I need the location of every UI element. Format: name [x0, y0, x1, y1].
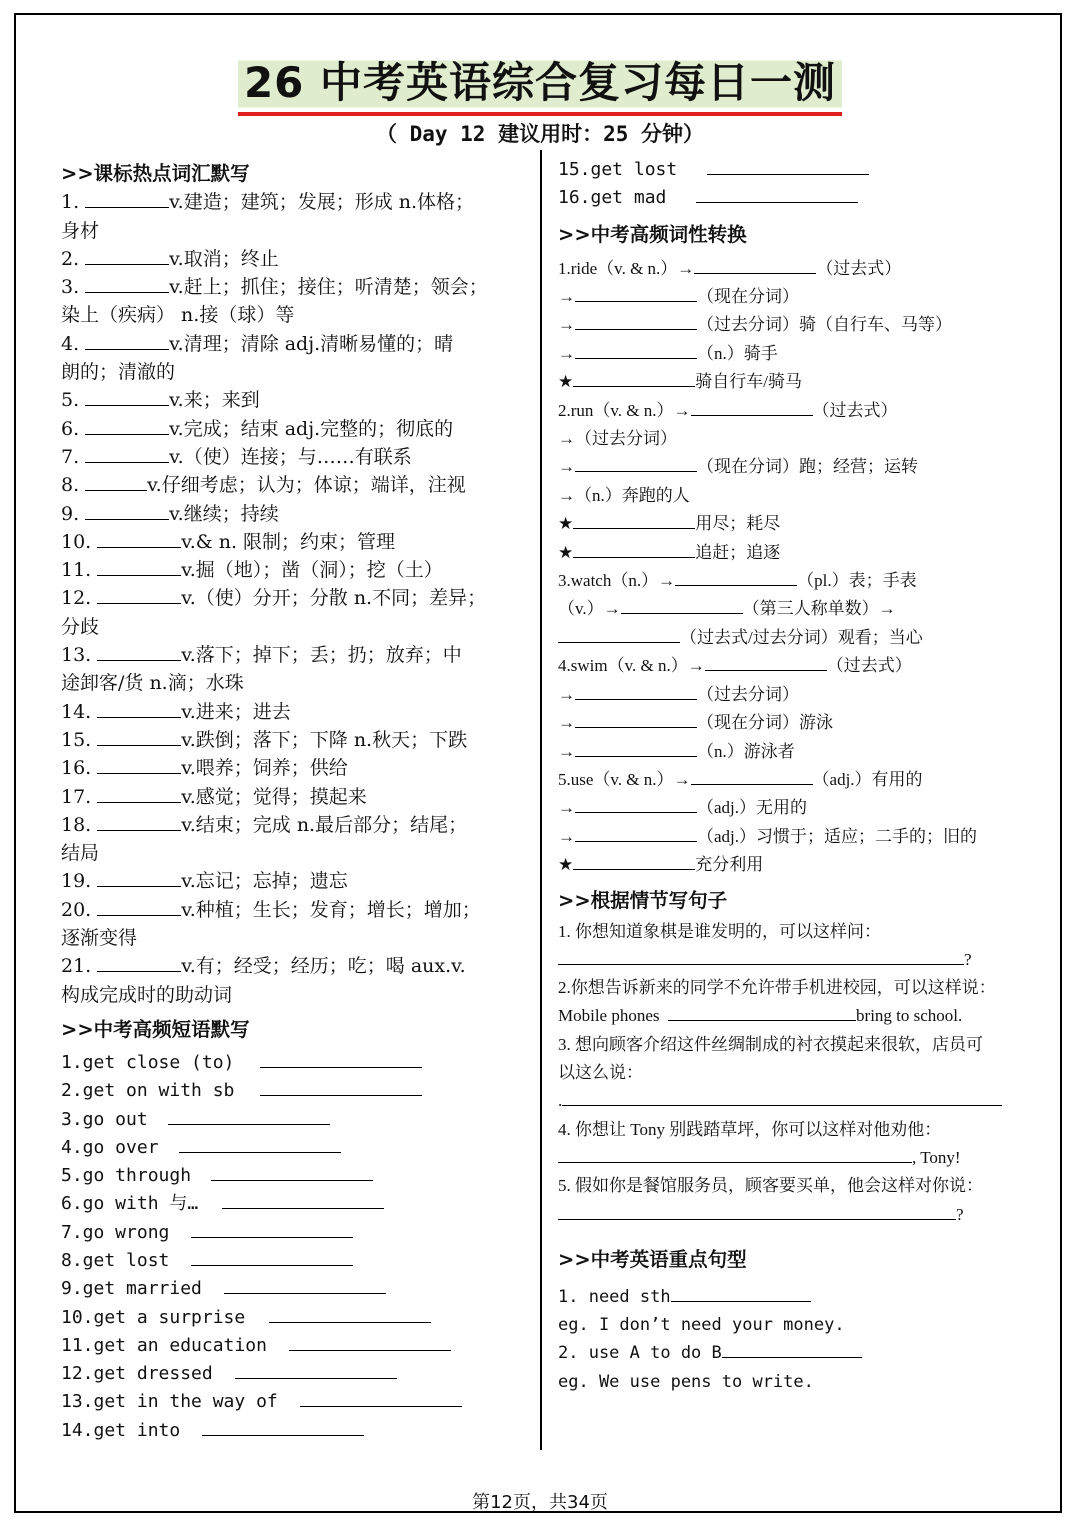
phrase-item: 11.get an education — [61, 1332, 531, 1360]
wordform-line: → （现在分词）跑；经营；运转 — [558, 453, 1028, 481]
blank-line[interactable] — [573, 370, 695, 387]
vocab-item: 5. v.来；来到 — [61, 386, 531, 414]
blank-line[interactable] — [705, 654, 827, 671]
blank-line[interactable] — [289, 1333, 451, 1351]
vocab-item: 2. v.取消；终止 — [61, 245, 531, 273]
blank-line[interactable] — [85, 444, 169, 463]
vocab-item: 10. v.& n. 限制；约束；管理 — [61, 528, 531, 556]
vocab-item: 7. v.（使）连接；与……有联系 — [61, 443, 531, 471]
pattern-2: 2. use A to do B — [558, 1339, 1028, 1367]
vocab-item: 6. v.完成；结束 adj.完整的；彻底的 — [61, 415, 531, 443]
page-title-wrap — [0, 56, 1080, 116]
blank-line[interactable] — [191, 1220, 353, 1238]
blank-line[interactable] — [575, 342, 697, 359]
page-title: 26 中考英语综合复习每日一测 — [238, 56, 842, 116]
vocab-item: 19. v.忘记；忘掉；遗忘 — [61, 867, 531, 895]
blank-line[interactable] — [85, 472, 147, 491]
wordform-line: ★ 骑自行车/骑马 — [558, 368, 1028, 396]
blank-line[interactable] — [694, 256, 816, 273]
blank-line[interactable] — [707, 157, 869, 175]
wordform-line: 5.use（v. & n.）→ （adj.）有用的 — [558, 766, 1028, 794]
vocab-item: 17. v.感觉；觉得；摸起来 — [61, 783, 531, 811]
section-heading-vocab: >>课标热点词汇默写 — [61, 162, 250, 185]
vocab-item: 逐渐变得 — [61, 927, 138, 950]
blank-line[interactable] — [85, 246, 169, 265]
wordform-line: → （n.）骑手 — [558, 340, 1028, 368]
phrase-item: 6.go with 与… — [61, 1190, 531, 1218]
blank-line[interactable] — [575, 796, 697, 813]
section-heading-phrases: >>中考高频短语默写 — [61, 1017, 250, 1041]
blank-line[interactable] — [573, 512, 695, 529]
phrase-item: 4.go over — [61, 1134, 531, 1162]
question-3-cont: 以这么说： — [558, 1063, 643, 1083]
vocab-item: 20. v.种植；生长；发育；增长；增加； — [61, 896, 531, 924]
vocab-item: 4. v.清理；清除 adj.清晰易懂的；晴 — [61, 330, 531, 358]
sentence-tasks — [558, 918, 1028, 1229]
blank-line[interactable] — [202, 1418, 364, 1436]
vocab-item: 11. v.掘（地）；凿（洞）；挖（土） — [61, 556, 531, 584]
phrase-item: 2.get on with sb — [61, 1077, 531, 1105]
blank-line[interactable] — [97, 953, 181, 972]
wordform-line: ★ 用尽；耗尽 — [558, 510, 1028, 538]
vocab-item: 12. v.（使）分开；分散 n.不同；差异； — [61, 584, 531, 612]
blank-line[interactable] — [260, 1050, 422, 1068]
pattern-1-example: eg. I don’t need your money. — [558, 1315, 845, 1336]
phrase-item: 10.get a surprise — [61, 1304, 531, 1332]
wordform-line: → （n.）游泳者 — [558, 738, 1028, 766]
blank-line[interactable] — [97, 897, 181, 916]
answer-line-1: ? — [558, 946, 1028, 974]
blank-line[interactable] — [260, 1078, 422, 1096]
blank-line[interactable] — [97, 699, 181, 718]
blank-line[interactable] — [300, 1389, 462, 1407]
phrase-item: 13.get in the way of — [61, 1388, 531, 1416]
blank-line[interactable] — [696, 185, 858, 203]
page-subtitle: （ Day 12 建议用时：25 分钟） — [375, 122, 705, 146]
vocab-item: 3. v.赶上；抓住；接住；听清楚；领会； — [61, 273, 531, 301]
blank-line[interactable] — [575, 313, 697, 330]
vocab-item: 朗的；清澈的 — [61, 361, 176, 384]
vocab-item: 16. v.喂养；饲养；供给 — [61, 754, 531, 782]
wordform-line: （v.）→ （第三人称单数）→ — [558, 595, 1028, 623]
wordform-line: → （现在分词）游泳 — [558, 709, 1028, 737]
wordform-line: ★ 追赶；追逐 — [558, 539, 1028, 567]
column-divider — [540, 150, 542, 1450]
wordform-line: （过去式/过去分词）观看；当心 — [558, 624, 1028, 652]
blank-line[interactable] — [85, 387, 169, 406]
blank-line[interactable] — [575, 285, 697, 302]
pattern-2-example: eg. We use pens to write. — [558, 1371, 814, 1392]
pattern-list — [558, 1283, 1028, 1396]
blank-line[interactable] — [575, 683, 697, 700]
blank-line[interactable] — [191, 1248, 353, 1266]
phrase-item: 5.go through — [61, 1162, 531, 1190]
vocab-item: 1. v.建造；建筑；发展；形成 n.体格； — [61, 188, 531, 216]
blank-line[interactable] — [168, 1106, 330, 1124]
blank-line[interactable] — [211, 1163, 373, 1181]
vocab-item: 染上（疾病） n.接（球）等 — [61, 304, 295, 327]
blank-line[interactable] — [85, 274, 169, 293]
wordform-line: → （adj.）无用的 — [558, 794, 1028, 822]
answer-line-2: Mobile phones bring to school. — [558, 1002, 1028, 1030]
phrase-item: 14.get into — [61, 1417, 531, 1445]
question-4: 4. 你想让 Tony 别践踏草坪，你可以这样对他劝他： — [558, 1119, 942, 1139]
question-3: 3. 想向顾客介绍这件丝绸制成的衬衣摸起来很软，店员可 — [558, 1034, 983, 1054]
blank-line[interactable] — [573, 853, 695, 870]
page-footer: 第12页，共34页 — [472, 1492, 608, 1513]
phrase-item: 7.go wrong — [61, 1219, 531, 1247]
phrase-item: 12.get dressed — [61, 1360, 531, 1388]
vocab-item: 13. v.落下；掉下；丢；扔；放弃；中 — [61, 641, 531, 669]
vocab-list — [61, 188, 531, 1009]
wordform-line: → （过去分词） — [558, 681, 1028, 709]
blank-line[interactable] — [179, 1135, 341, 1153]
pattern-1: 1. need sth — [558, 1283, 1028, 1311]
phrase-list — [61, 1049, 531, 1445]
wordform-line: → （adj.）习惯于；适应；二手的；旧的 — [558, 823, 1028, 851]
wordform-line: → （现在分词） — [558, 283, 1028, 311]
phrase-item: 1.get close (to) — [61, 1049, 531, 1077]
blank-line[interactable] — [222, 1191, 384, 1209]
blank-line[interactable] — [675, 569, 797, 586]
phrase-item: 3.go out — [61, 1106, 531, 1134]
wordform-list — [558, 255, 1028, 880]
question-5: 5. 假如你是餐馆服务员，顾客要买单，他会这样对你说： — [558, 1176, 983, 1196]
vocab-item: 身材 — [61, 219, 100, 242]
blank-line[interactable] — [97, 557, 181, 576]
blank-line[interactable] — [97, 727, 181, 746]
vocab-item: 15. v.跌倒；落下；下降 n.秋天；下跌 — [61, 726, 531, 754]
phrase-item: 16.get mad — [558, 184, 1028, 212]
wordform-line: → （过去分词）骑（自行车、马等） — [558, 311, 1028, 339]
blank-line[interactable] — [224, 1276, 386, 1294]
question-1: 1. 你想知道象棋是谁发明的，可以这样问： — [558, 921, 881, 941]
wordform-line: ★ 充分利用 — [558, 851, 1028, 879]
wordform-line: →（n.）奔跑的人 — [558, 485, 690, 505]
blank-line[interactable] — [269, 1304, 431, 1322]
blank-line[interactable] — [97, 529, 181, 548]
wordform-line: 3.watch（n.）→ （pl.）表；手表 — [558, 567, 1028, 595]
blank-line[interactable] — [691, 768, 813, 785]
wordform-line: 1.ride（v. & n.）→ （过去式） — [558, 255, 1028, 283]
section-heading-patterns: >>中考英语重点句型 — [558, 1247, 747, 1271]
wordform-line: 2.run（v. & n.）→ （过去式） — [558, 397, 1028, 425]
blank-line[interactable] — [573, 541, 695, 558]
blank-line[interactable] — [97, 783, 181, 802]
vocab-item: 9. v.继续；持续 — [61, 500, 531, 528]
phrase-item: 9.get married — [61, 1275, 531, 1303]
blank-line[interactable] — [575, 825, 697, 842]
right-column — [558, 156, 1028, 1396]
vocab-item: 21. v.有；经受；经历；吃；喝 aux.v. — [61, 952, 531, 980]
blank-line[interactable] — [97, 812, 181, 831]
blank-line[interactable] — [575, 739, 697, 756]
answer-line-5: ? — [558, 1201, 1028, 1229]
blank-line[interactable] — [97, 755, 181, 774]
answer-line-4: , Tony! — [558, 1144, 1028, 1172]
question-2: 2.你想告诉新来的同学不允许带手机进校园，可以这样说： — [558, 978, 996, 998]
vocab-item: 8. v.仔细考虑；认为；体谅；端详，注视 — [61, 471, 531, 499]
vocab-item: 18. v.结束；完成 n.最后部分；结尾； — [61, 811, 531, 839]
phrase-item: 8.get lost — [61, 1247, 531, 1275]
vocab-item: 14. v.进来；进去 — [61, 698, 531, 726]
wordform-line: →（过去分词） — [558, 429, 677, 449]
answer-line-3: . — [558, 1087, 1028, 1115]
phrase-item: 15.get lost — [558, 156, 1028, 184]
blank-line[interactable] — [85, 189, 169, 208]
wordform-line: 4.swim（v. & n.）→ （过去式） — [558, 652, 1028, 680]
vocab-item: 构成完成时的助动词 — [61, 983, 233, 1006]
vocab-item: 途卸客/货 n.滴；水珠 — [61, 672, 244, 695]
section-heading-wordforms: >>中考高频词性转换 — [558, 222, 747, 246]
blank-line[interactable] — [97, 868, 181, 887]
phrase-list-continued — [558, 156, 1028, 213]
left-column — [61, 156, 531, 1445]
blank-line[interactable] — [235, 1361, 397, 1379]
blank-line[interactable] — [621, 597, 743, 614]
blank-line[interactable] — [558, 626, 680, 643]
blank-line[interactable] — [85, 331, 169, 350]
blank-line[interactable] — [97, 642, 181, 661]
blank-line[interactable] — [85, 501, 169, 520]
vocab-item: 结局 — [61, 842, 100, 865]
blank-line[interactable] — [691, 398, 813, 415]
vocab-item: 分歧 — [61, 615, 100, 638]
blank-line[interactable] — [85, 416, 169, 435]
blank-line[interactable] — [575, 711, 697, 728]
blank-line[interactable] — [575, 455, 697, 472]
section-heading-sentences: >>根据情节写句子 — [558, 888, 728, 912]
blank-line[interactable] — [97, 585, 181, 604]
